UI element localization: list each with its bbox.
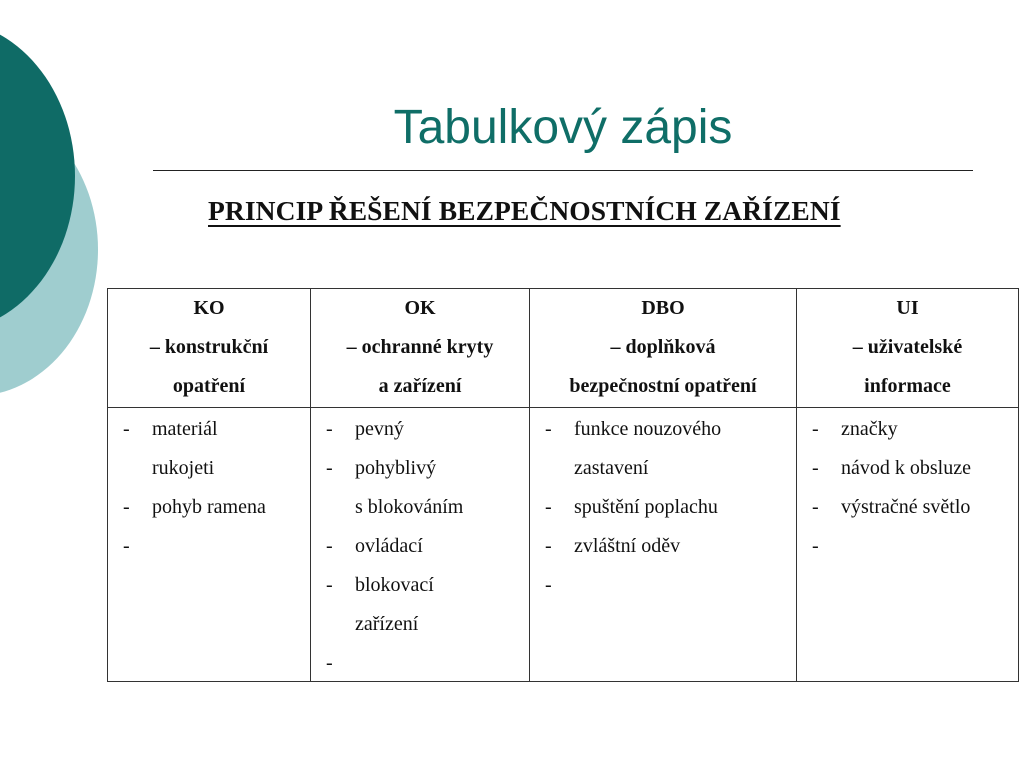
item-text: pohyb ramena [152,496,266,518]
list-item [323,566,529,644]
table-header-row [108,289,1019,408]
header-line: OK [404,297,436,319]
item-text: materiál [152,418,218,440]
header-ko [108,289,311,408]
header-line: opatření [172,375,246,397]
list-item [809,410,1018,449]
header-line: a zařízení [378,375,462,397]
cell-ui [797,408,1019,682]
header-line: bezpečnostní opatření [569,375,757,397]
table-body-row [108,408,1019,682]
cell-ko [108,408,311,682]
item-text: zastavení [574,457,649,479]
cell-dbo [530,408,797,682]
header-line: UI [896,297,919,319]
list-item [323,527,529,566]
header-line: – uživatelské [852,336,963,358]
header-line: KO [193,297,225,319]
list-item [120,488,310,527]
slide-subtitle: PRINCIP ŘEŠENÍ BEZPEČNOSTNÍCH ZAŘÍZENÍ [208,195,841,226]
title-divider [153,170,973,171]
header-line: – ochranné kryty [346,336,494,358]
principles-table [107,288,1019,682]
item-text: zařízení [355,613,419,635]
list-item [323,410,529,449]
item-text: ovládací [355,535,423,557]
item-list [120,410,310,527]
item-list [323,410,529,644]
list-item [542,488,796,527]
header-line: – konstrukční [149,336,269,358]
item-text: blokovací [355,574,434,596]
item-text: pohyblivý [355,457,437,479]
list-item [120,410,310,488]
list-item [809,449,1018,488]
item-text: značky [841,418,898,440]
item-text: výstračné světlo [841,496,971,518]
item-text: pevný [355,418,404,440]
item-text: funkce nouzového [574,418,722,440]
cell-ok [311,408,530,682]
item-text: rukojeti [152,457,215,479]
header-line: informace [864,375,951,397]
header-line: – doplňková [610,336,716,358]
item-list [809,410,1018,527]
list-item [323,449,529,527]
header-ui [797,289,1019,408]
header-dbo [530,289,797,408]
item-text: zvláštní oděv [574,535,681,557]
item-text: s blokováním [355,496,464,518]
header-ok [311,289,530,408]
item-text: spuštění poplachu [574,496,718,518]
list-item [542,410,796,488]
slide-title: Tabulkový zápis [393,101,733,154]
item-text: návod k obsluze [841,457,971,479]
item-list [542,410,796,566]
list-item [542,527,796,566]
list-item [809,488,1018,527]
header-line: DBO [641,297,685,319]
